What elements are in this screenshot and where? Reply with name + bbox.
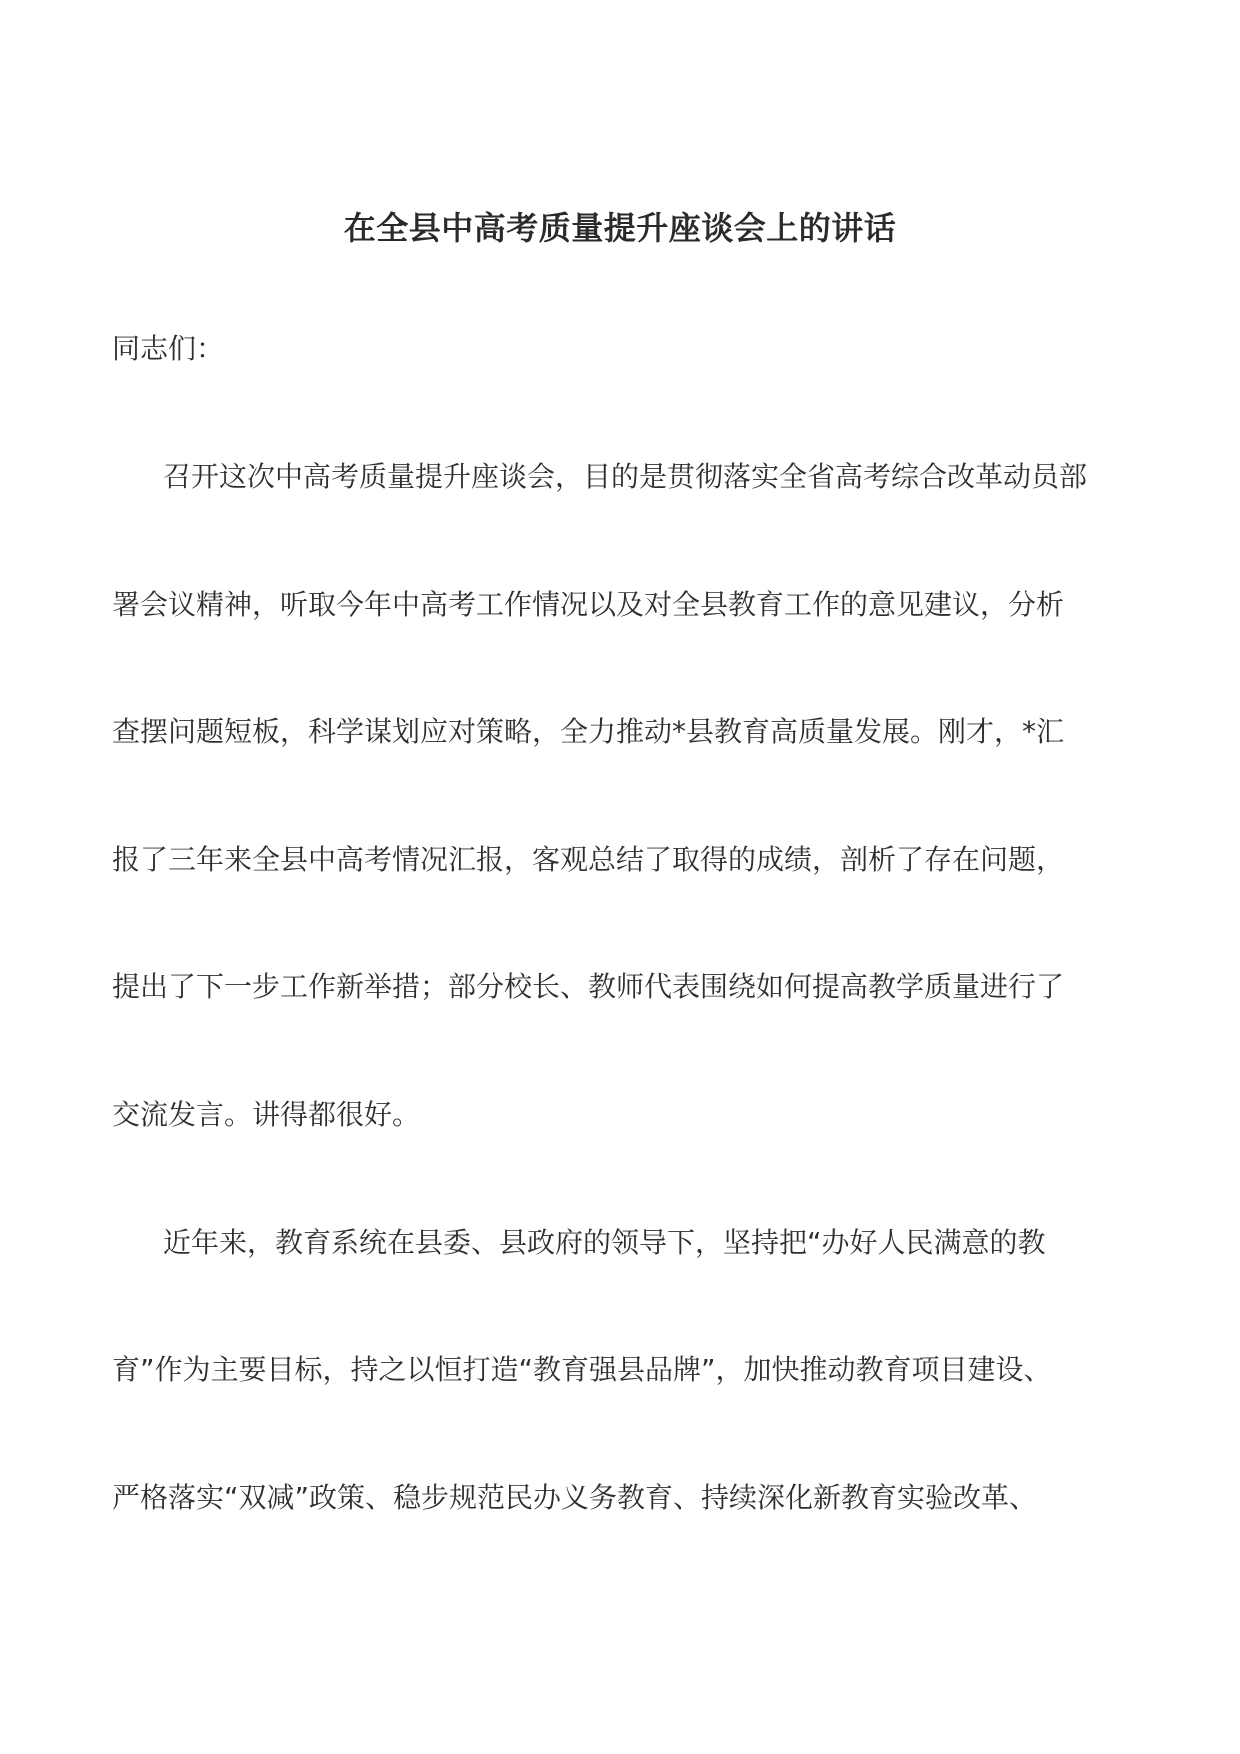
document-title: 在全县中高考质量提升座谈会上的讲话 xyxy=(343,209,897,247)
salutation: 同志们： xyxy=(112,332,225,365)
paragraph-line: 查摆问题短板，科学谋划应对策略，全力推动*县教育高质量发展。刚才，*汇 xyxy=(112,715,1065,748)
paragraph-line: 署会议精神，听取今年中高考工作情况以及对全县教育工作的意见建议，分析 xyxy=(112,588,1065,621)
paragraph-line: 严格落实“双减”政策、稳步规范民办义务教育、持续深化新教育实验改革、 xyxy=(112,1481,1038,1514)
paragraph-line: 育”作为主要目标，持之以恒打造“教育强县品牌”，加快推动教育项目建设、 xyxy=(112,1353,1052,1386)
paragraph-line: 近年来，教育系统在县委、县政府的领导下，坚持把“办好人民满意的教 xyxy=(163,1226,1046,1259)
paragraph-line: 提出了下一步工作新举措；部分校长、教师代表围绕如何提高教学质量进行了 xyxy=(112,970,1065,1003)
paragraph-line: 报了三年来全县中高考情况汇报，客观总结了取得的成绩，剖析了存在问题， xyxy=(112,843,1065,876)
paragraph-line: 召开这次中高考质量提升座谈会，目的是贯彻落实全省高考综合改革动员部 xyxy=(163,460,1088,493)
paragraph-line: 交流发言。讲得都很好。 xyxy=(112,1098,421,1131)
